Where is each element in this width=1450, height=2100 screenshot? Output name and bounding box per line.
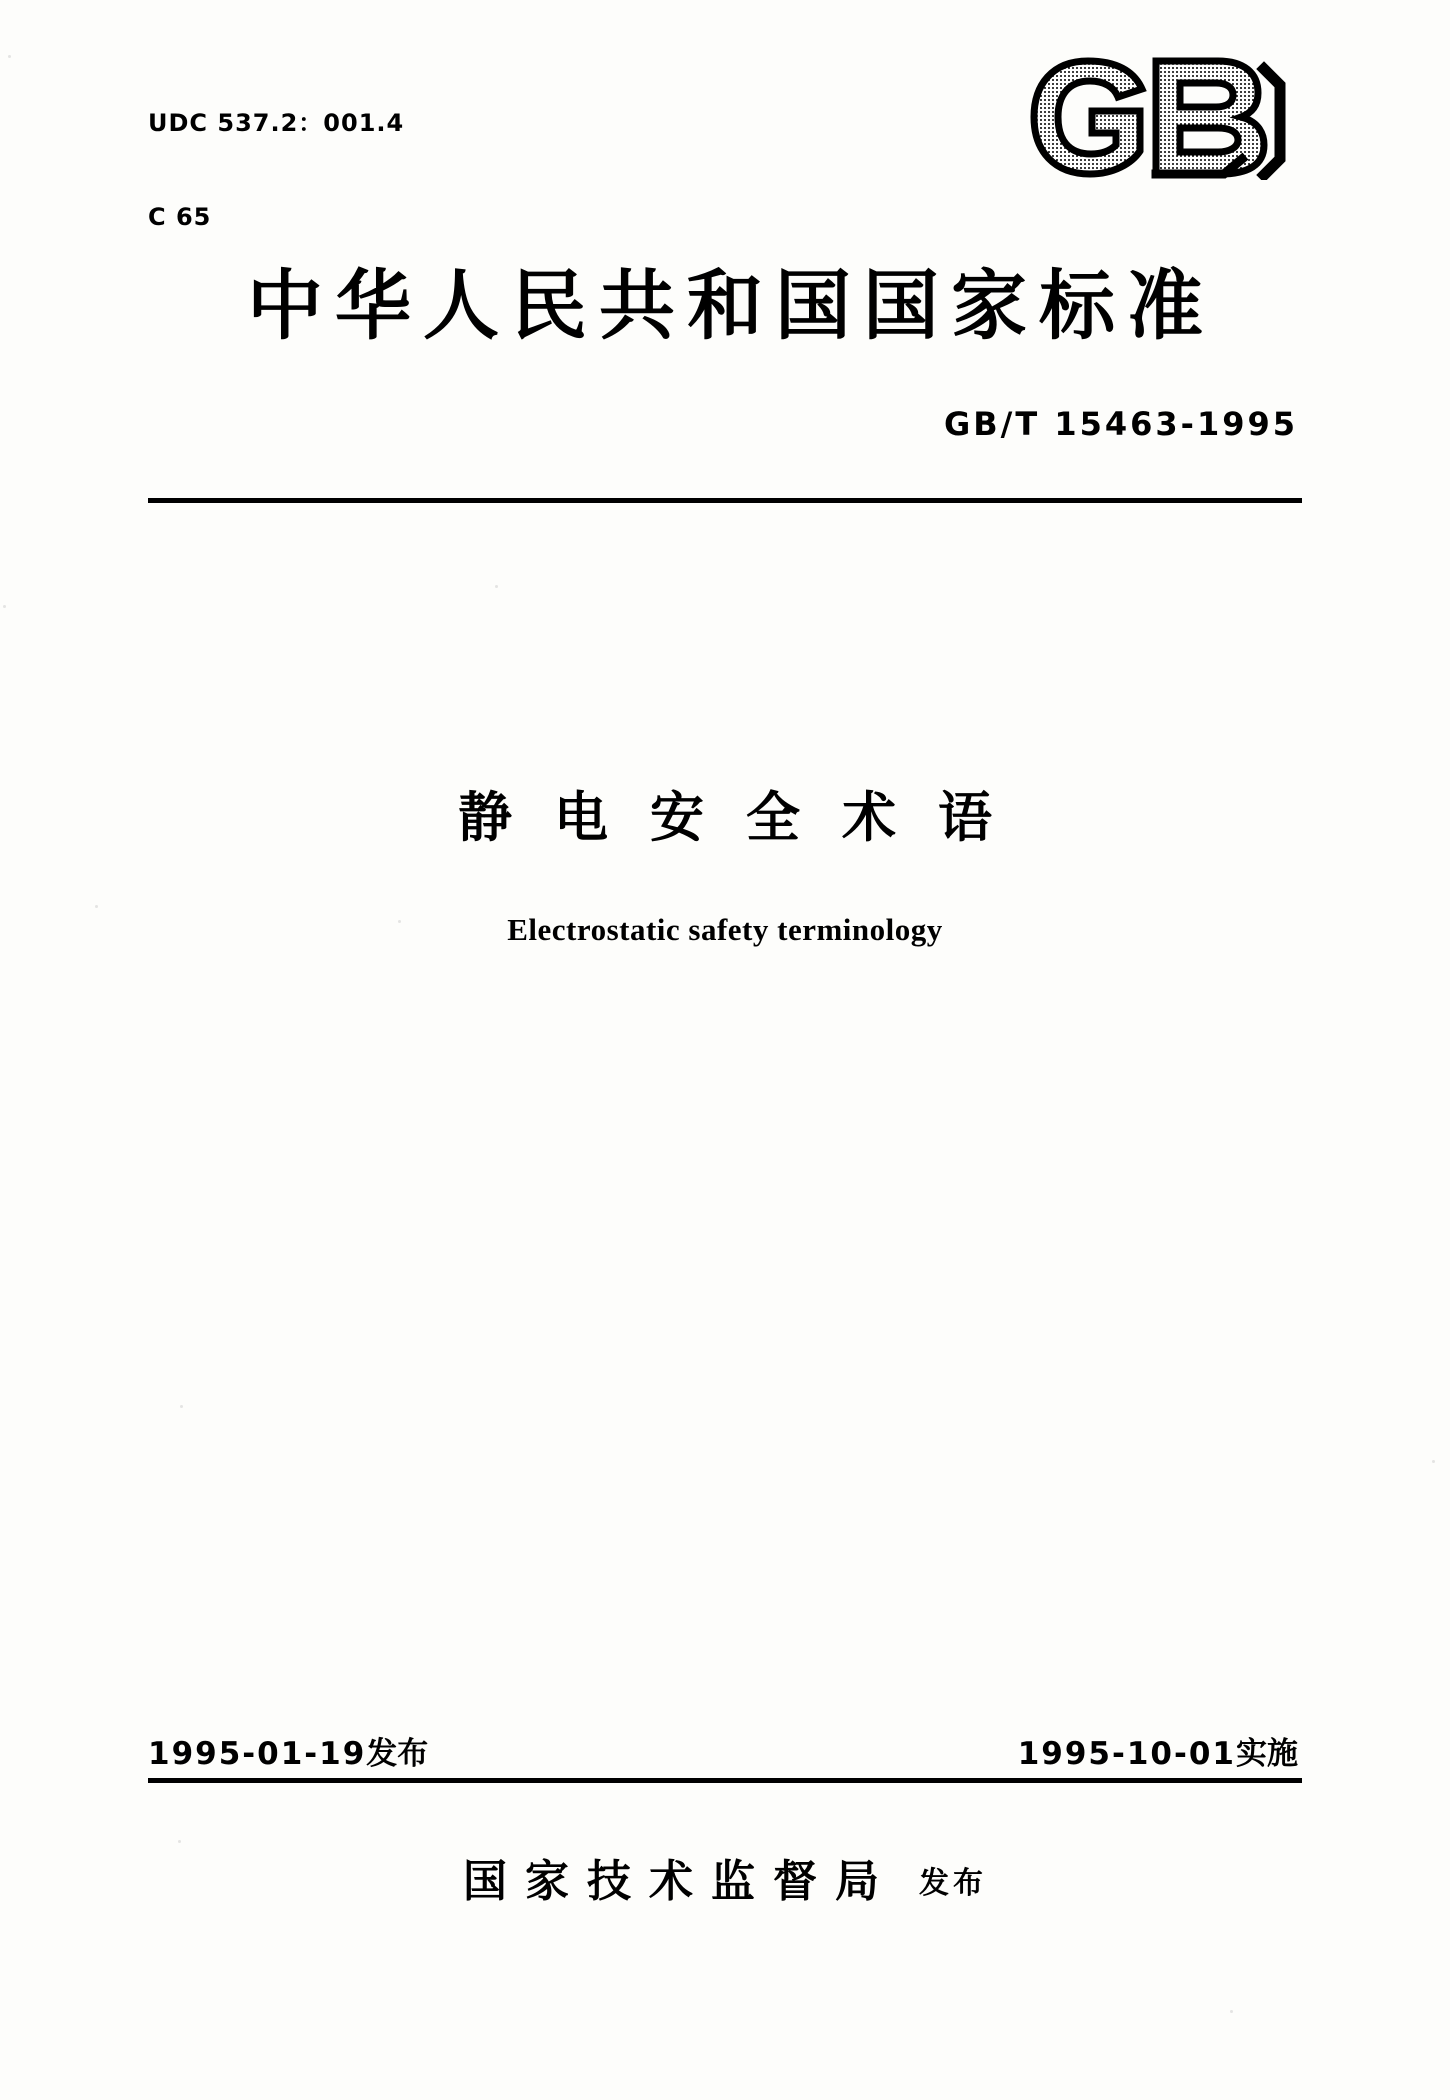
scan-speck (1230, 2010, 1233, 2013)
document-title-english: Electrostatic safety terminology (507, 912, 943, 947)
scan-speck (178, 1840, 181, 1843)
scan-speck (180, 1405, 183, 1408)
effective-date (1018, 1728, 1298, 1773)
header-divider (148, 498, 1302, 503)
issue-date-value: 1995-01-19 (148, 1736, 367, 1772)
issue-date (148, 1728, 428, 1773)
publisher-action: 发布 (919, 1866, 987, 1901)
gb-logo-icon (1028, 55, 1298, 180)
scan-speck (398, 920, 401, 923)
standard-number: GB/T 15463-1995 (944, 405, 1298, 443)
effective-date-value: 1995-10-01 (1017, 1736, 1236, 1772)
scan-speck (495, 585, 498, 588)
udc-category: C 65 (148, 202, 212, 231)
issue-date-label: 发布 (366, 1736, 429, 1772)
scan-speck (3, 605, 6, 608)
publisher-line (0, 1845, 1450, 1909)
document-title-chinese: 静电安全术语 (458, 786, 1034, 849)
footer-divider (148, 1778, 1302, 1783)
scan-speck (95, 905, 98, 908)
national-standard-title: 中华人民共和国国家标准 (247, 261, 1215, 350)
effective-date-label: 实施 (1236, 1736, 1298, 1772)
udc-code: UDC 537.2：001.4 (148, 109, 405, 138)
publisher-organization: 国家技术监督局 (463, 1856, 897, 1907)
scan-speck (1432, 1460, 1435, 1463)
scan-speck (8, 55, 11, 58)
